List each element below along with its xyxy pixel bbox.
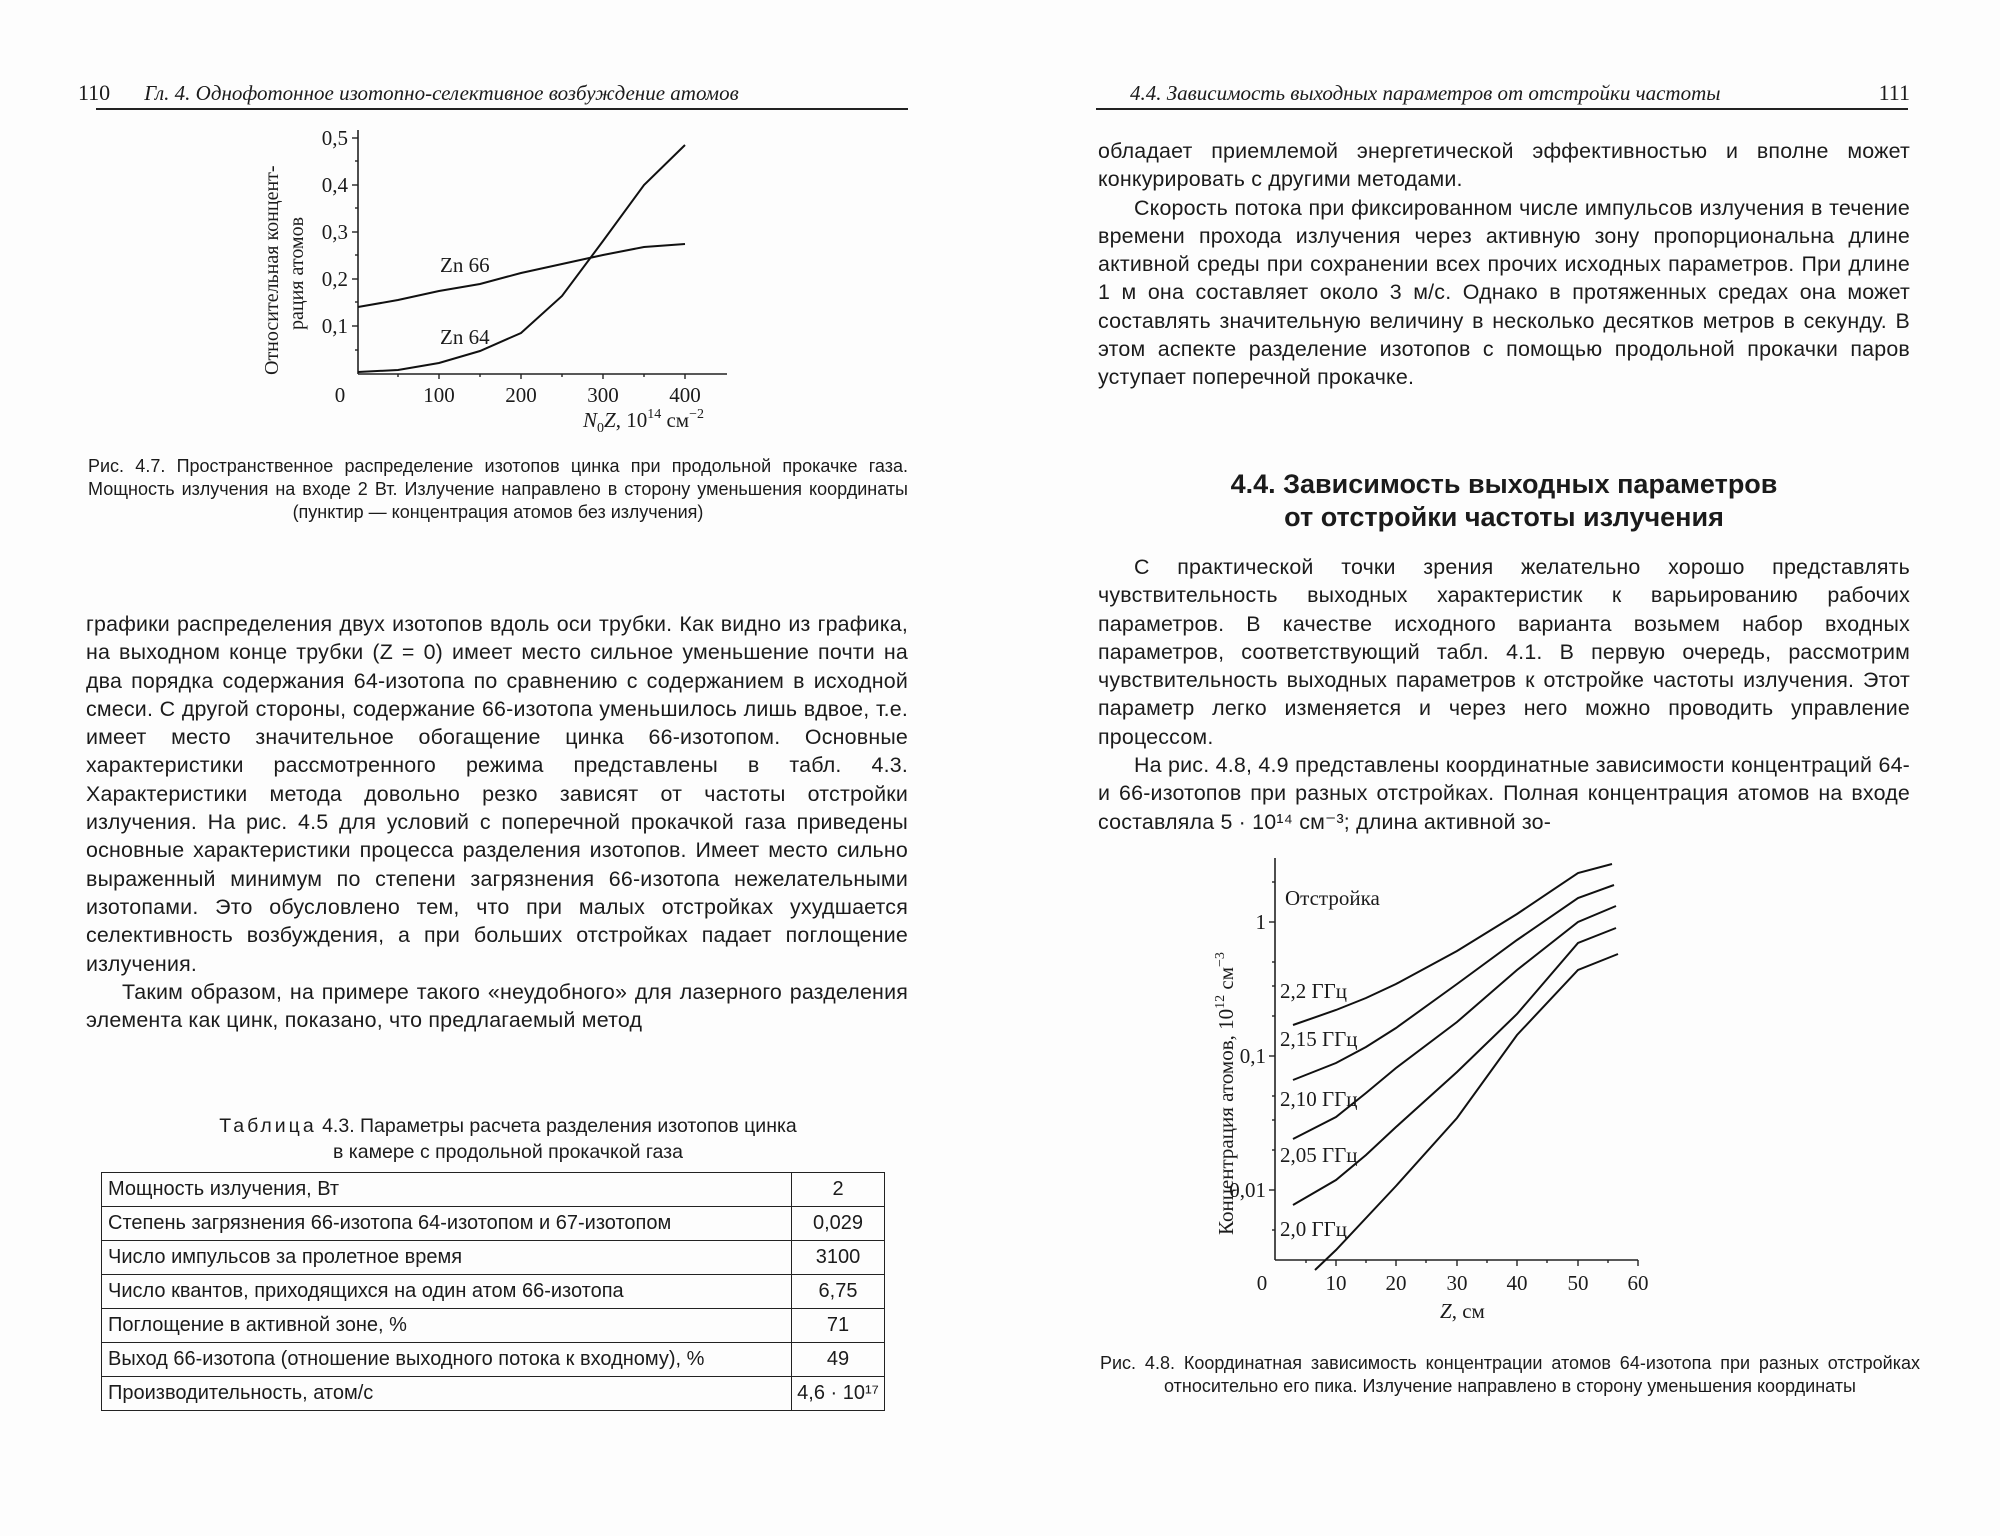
left-running-head: [78, 80, 898, 106]
svg-text:50: 50: [1567, 1271, 1589, 1295]
svg-text:0: 0: [1256, 1271, 1268, 1295]
table-row: [102, 1377, 885, 1411]
svg-text:300: 300: [587, 383, 619, 407]
left-body-text: [86, 610, 908, 1034]
value-cell: 2: [792, 1173, 885, 1207]
svg-text:2,0 ГГц: 2,0 ГГц: [1280, 1217, 1348, 1241]
svg-text:2,10 ГГц: 2,10 ГГц: [1280, 1087, 1358, 1111]
svg-text:200: 200: [505, 383, 537, 407]
table-4-3-title: Таблица 4.3. Параметры расчета разделения изотопов цинка в камере с продольной прокачкой газа: [219, 1115, 797, 1163]
table-row: [102, 1207, 885, 1241]
value-cell: 6,75: [792, 1275, 885, 1309]
svg-text:0: 0: [334, 383, 346, 407]
series-label-zn66: Zn 66: [440, 253, 490, 277]
legend-title: Отстройка: [1285, 886, 1380, 910]
param-cell: Число импульсов за пролетное время: [102, 1241, 792, 1275]
paragraph: графики распределения двух изотопов вдоль оси трубки. Как видно из графика, на выходном конце трубки (Z = 0) имеет место сильное уменьшение почти на два порядка содержания 64-изотопа по сравнению с содержанием в исходной смеси. С другой стороны, содержание 66-изотопа уменьшилось лишь вдвое, т.е. имеет место значительное обогащение цинка 66-изотопом. Основные характеристики рассмотренного режима представлены в табл. 4.3. Характеристики метода довольно резко зависят от частоты отстройки излучения. На рис. 4.5 для условий с поперечной прокачкой газа приведены основные характеристики процесса разделения изотопов. Имеет место сильно выраженный минимум по степени загрязнения 66-изотопа нежелательными изотопами. Это обусловлено тем, что при малых отстройках ухудшается селективность возбуждения, а при больших отстройках падает поглощение излучения.: [86, 612, 908, 976]
value-cell: 0,029: [792, 1207, 885, 1241]
x-tick-labels: [1257, 1271, 1649, 1295]
table-row: [102, 1343, 885, 1377]
table-row: [102, 1275, 885, 1309]
series-label-zn64: Zn 64: [440, 325, 490, 349]
svg-text:1: 1: [1255, 910, 1266, 934]
table-row: [102, 1173, 885, 1207]
svg-text:400: 400: [669, 383, 701, 407]
value-cell: 4,6 · 10¹⁷: [792, 1377, 885, 1411]
svg-text:0,4: 0,4: [321, 173, 348, 197]
table-label: Таблица: [219, 1115, 317, 1137]
left-running-head-title: Гл. 4. Однофотонное изотопно-селективное возбуждение атомов: [144, 81, 739, 105]
svg-text:2,15 ГГц: 2,15 ГГц: [1280, 1027, 1358, 1051]
series-zn64: [358, 145, 685, 372]
right-section-text: [1098, 553, 1910, 836]
param-cell: Выход 66-изотопа (отношение выходного потока к входному), %: [102, 1343, 792, 1377]
series-zn66: [358, 244, 685, 307]
value-cell: 49: [792, 1343, 885, 1377]
x-tick-labels: [335, 383, 701, 407]
section-title: 4.4. Зависимость выходных параметров от отстройки частоты излучения: [1230, 469, 1778, 532]
table-row: [102, 1309, 885, 1343]
param-cell: Число квантов, приходящихся на один атом 66-изотопа: [102, 1275, 792, 1309]
figure-4-8-chart: [1200, 850, 1920, 1340]
param-cell: Мощность излучения, Вт: [102, 1173, 792, 1207]
svg-text:2,2 ГГц: 2,2 ГГц: [1280, 979, 1348, 1003]
value-cell: 3100: [792, 1241, 885, 1275]
value-cell: 71: [792, 1309, 885, 1343]
paragraph: На рис. 4.8, 4.9 представлены координатные зависимости концентраций 64- и 66-изотопов при разных отстройках. Полная концентрация атомов на входе составляла 5 · 10¹⁴ см⁻³; длина активной зо-: [1098, 753, 1910, 834]
svg-text:40: 40: [1506, 1271, 1528, 1295]
figure-4-7-caption: Рис. 4.7. Пространственное распределение изотопов цинка при продольной прокачке газа. Мощность излучения на входе 2 Вт. Излучение направлено в сторону уменьшения координаты (пунктир — концентрация атомов без излучения): [88, 456, 908, 522]
svg-text:0,5: 0,5: [321, 126, 348, 150]
y-tick-labels: [322, 126, 349, 338]
svg-text:20: 20: [1385, 1271, 1407, 1295]
svg-text:0,2: 0,2: [321, 267, 348, 291]
svg-text:100: 100: [423, 383, 455, 407]
y-axis-label: [261, 165, 308, 375]
svg-text:Относительная концент-: Относительная концент-: [261, 165, 283, 375]
left-header-rule: [96, 108, 908, 110]
figure-4-7-chart: [240, 120, 760, 440]
x-axis-label: $N_0Z$, $10^{14}$ $см^{-2}$: [583, 407, 704, 436]
page-number-right: 111: [1878, 80, 1910, 105]
paragraph: С практической точки зрения желательно хорошо представлять чувствительность выходных характеристик к варьированию рабочих параметров. В качестве исходного варианта возьмем набор входных параметров, соответствующий табл. 4.1. В первую очередь, рассмотрим чувствительность выходных параметров к отстройке частоты излучения. Этот параметр легко изменяется и через него можно проводить управление процессом.: [1098, 555, 1910, 749]
svg-text:0,3: 0,3: [321, 220, 348, 244]
param-cell: Производительность, атом/с: [102, 1377, 792, 1411]
figure-4-8-caption: Рис. 4.8. Координатная зависимость концентрации атомов 64-изотопа при разных отстройках относительно его пика. Излучение направлено в сторону уменьшения координаты: [1100, 1353, 1920, 1396]
series-2-0ghz: [1315, 954, 1618, 1270]
right-top-text: [1098, 137, 1910, 392]
svg-text:0,01: 0,01: [1229, 1178, 1266, 1202]
table-row: [102, 1241, 885, 1275]
right-header-rule: [1096, 108, 1908, 110]
right-running-head: [1130, 80, 1910, 106]
svg-text:2,05 ГГц: 2,05 ГГц: [1280, 1143, 1358, 1167]
table-4-3: [101, 1172, 885, 1411]
svg-text:10: 10: [1325, 1271, 1347, 1295]
paragraph: Таким образом, на примере такого «неудобного» для лазерного разделения элемента как цинк, показано, что предлагаемый метод: [86, 979, 908, 1033]
svg-text:60: 60: [1627, 1271, 1649, 1295]
param-cell: Поглощение в активной зоне, %: [102, 1309, 792, 1343]
page-number-left: 110: [78, 80, 111, 105]
right-running-head-title: 4.4. Зависимость выходных параметров от отстройки частоты: [1130, 81, 1721, 105]
param-cell: Степень загрязнения 66-изотопа 64-изотопом и 67-изотопом: [102, 1207, 792, 1241]
paragraph: обладает приемлемой энергетической эффективностью и вполне может конкурировать с другими методами.: [1098, 139, 1910, 192]
svg-text:рация атомов: рация атомов: [286, 216, 308, 330]
svg-text:0,1: 0,1: [1239, 1044, 1266, 1068]
y-axis-label: Концентрация атомов, $10^{12}$ $см^{-3}$: [1213, 952, 1238, 1235]
svg-text:30: 30: [1446, 1271, 1468, 1295]
svg-text:0,1: 0,1: [321, 314, 348, 338]
series-labels: [1280, 979, 1358, 1241]
paragraph: Скорость потока при фиксированном числе импульсов излучения в течение времени прохода излучения через активную зону пропорциональна длине активной среды при сохранении всех прочих исходных параметров. При длине 1 м она составляет около 3 м/с. Однако в протяженных средах она может составлять значительную величину в несколько десятков метров в секунду. В этом аспекте разделение изотопов с помощью продольной прокачки паров уступает поперечной прокачке.: [1098, 195, 1910, 390]
x-axis-label: Z, см: [1440, 1299, 1485, 1323]
